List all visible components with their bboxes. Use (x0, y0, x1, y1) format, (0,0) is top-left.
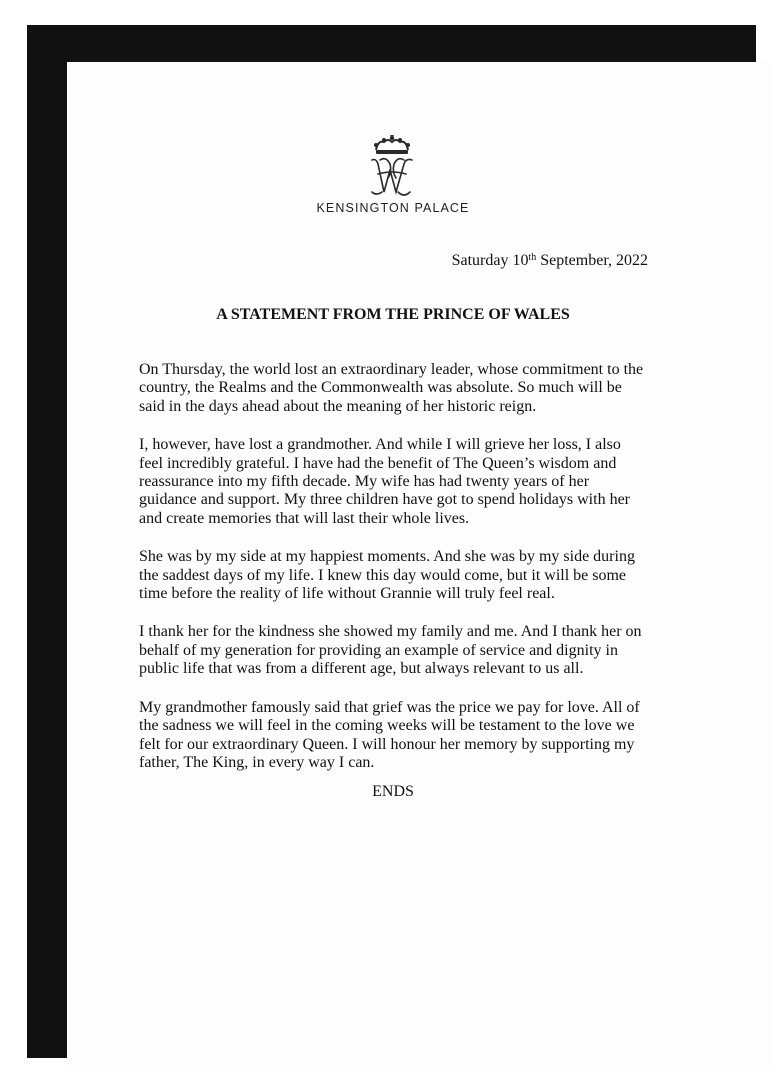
royal-cypher-crown-icon (362, 134, 422, 200)
text-line: and create memories that will last their whole lives. (139, 509, 470, 527)
text-line: reassurance into my fifth decade. My wife has had twenty years of her (139, 473, 590, 491)
paragraph-3 (139, 548, 654, 603)
text-line: country, the Realms and the Commonwealth was absolute. So much will be (139, 379, 622, 397)
paragraph-2 (139, 436, 654, 528)
text-line: the sadness we will feel in the coming weeks will be testament to the love we (139, 717, 635, 735)
text-line: My grandmother famously said that grief was the price we pay for love. All of (139, 698, 640, 716)
text-line: behalf of my generation for providing an example of service and dignity in (139, 641, 618, 659)
organisation-name: KENSINGTON PALACE (316, 201, 470, 215)
ends-marker: ENDS (372, 783, 414, 800)
text-line: father, The King, in every way I can. (139, 753, 375, 771)
date-prefix: Saturday 10 (451, 252, 529, 269)
date-ordinal: th (528, 252, 537, 263)
text-line: She was by my side at my happiest moments. And she was by my side during (139, 548, 635, 566)
text-line: time before the reality of life without Grannie will truly feel real. (139, 585, 555, 603)
text-line: public life that was from a different age, but always relevant to us all. (139, 660, 584, 678)
text-line: I thank her for the kindness she showed my family and me. And I thank her on (139, 623, 642, 641)
paragraph-5 (139, 699, 654, 773)
statement-title: A STATEMENT FROM THE PRINCE OF WALES (216, 306, 570, 323)
statement-body (139, 361, 654, 792)
statement-date (452, 252, 648, 270)
paragraph-1 (139, 361, 654, 416)
text-line: On Thursday, the world lost an extraordinary leader, whose commitment to the (139, 361, 644, 378)
paragraph-4 (139, 623, 654, 678)
text-line: said in the days ahead about the meaning of her historic reign. (139, 397, 537, 415)
text-line: guidance and support. My three children have got to spend holidays with her (139, 491, 630, 509)
text-line: I, however, have lost a grandmother. And while I will grieve her loss, I also (139, 436, 621, 454)
text-line: feel incredibly grateful. I have had the benefit of The Queen’s wisdom and (139, 454, 617, 472)
text-line: felt for our extraordinary Queen. I will honour her memory by supporting my (139, 735, 635, 753)
date-rest: September, 2022 (536, 252, 648, 269)
text-line: the saddest days of my life. I knew this day would come, but it will be some (139, 566, 627, 584)
